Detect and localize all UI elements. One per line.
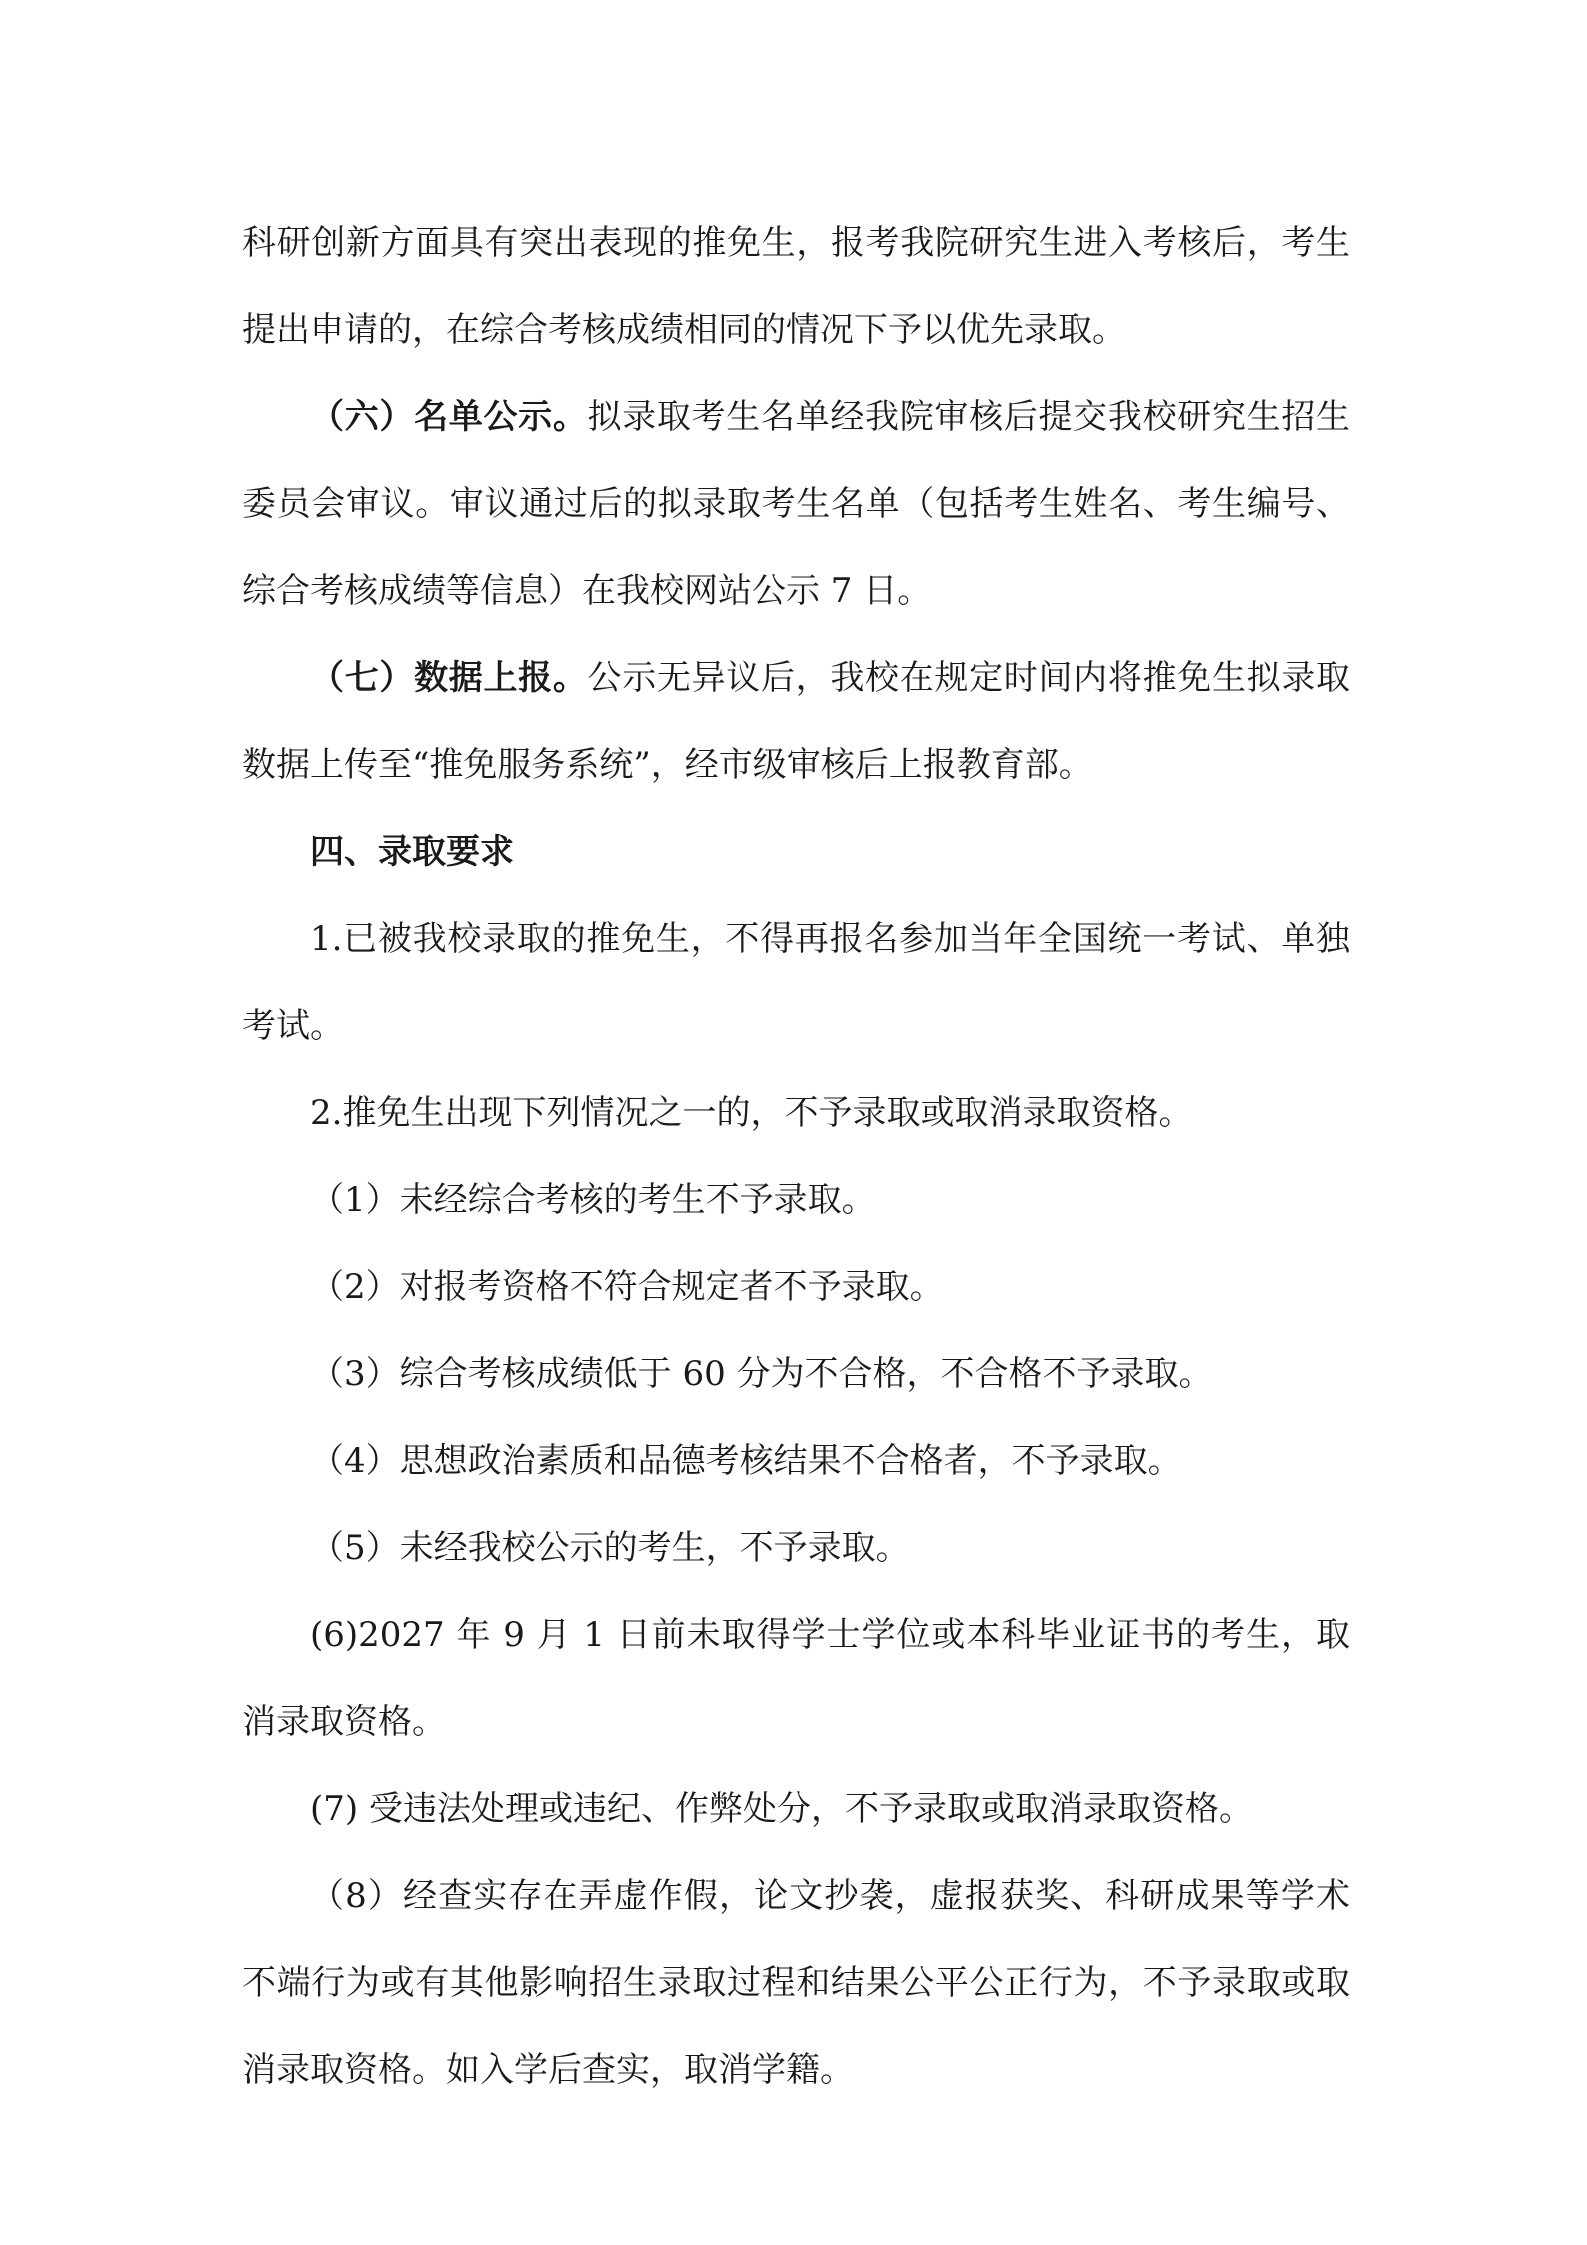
- section-body-data-reporting: 公示无异议后，我校在规定时间内将推免生拟录取数据上传至“推免服务系统”，经市级审核后上报教育部。: [242, 658, 1351, 785]
- section-title-data-reporting: （七）数据上报。: [310, 658, 588, 698]
- condition-item-1: （1）未经综合考核的考生不予录取。: [310, 1180, 876, 1220]
- condition-item-5: （5）未经我校公示的考生，不予录取。: [310, 1528, 910, 1568]
- requirement-item-2: 2.推免生出现下列情况之一的，不予录取或取消录取资格。: [310, 1093, 1193, 1133]
- requirement-item-1: 1.已被我校录取的推免生，不得再报名参加当年全国统一考试、单独考试。: [242, 919, 1350, 1046]
- condition-item-6: (6)2027 年 9 月 1 日前未取得学士学位或本科毕业证书的考生，取消录取资格。: [242, 1615, 1350, 1742]
- section-body-list-publicity: 拟录取考生名单经我院审核后提交我校研究生招生委员会审议。审议通过后的拟录取考生名单（包括考生姓名、考生编号、综合考核成绩等信息）在我校网站公示 7 日。: [242, 397, 1351, 611]
- heading-admission-requirements: 四、录取要求: [310, 832, 514, 872]
- section-title-list-publicity: （六）名单公示。: [310, 397, 588, 437]
- paragraph-list-publicity: [242, 374, 1350, 635]
- condition-item-2: （2）对报考资格不符合规定者不予录取。: [310, 1267, 944, 1307]
- condition-item-7: (7) 受违法处理或违纪、作弊处分，不予录取或取消录取资格。: [310, 1789, 1253, 1829]
- paragraph-priority-admission: 科研创新方面具有突出表现的推免生，报考我院研究生进入考核后，考生提出申请的，在综合考核成绩相同的情况下予以优先录取。: [242, 223, 1350, 350]
- condition-item-8: （8）经查实存在弄虚作假，论文抄袭，虚报获奖、科研成果等学术不端行为或有其他影响招生录取过程和结果公平公正行为，不予录取或取消录取资格。如入学后查实，取消学籍。: [242, 1876, 1350, 2090]
- document-body: [242, 200, 1350, 2114]
- condition-item-3: （3）综合考核成绩低于 60 分为不合格，不合格不予录取。: [310, 1354, 1213, 1394]
- condition-item-4: （4）思想政治素质和品德考核结果不合格者，不予录取。: [310, 1441, 1182, 1481]
- paragraph-data-reporting: [242, 635, 1350, 809]
